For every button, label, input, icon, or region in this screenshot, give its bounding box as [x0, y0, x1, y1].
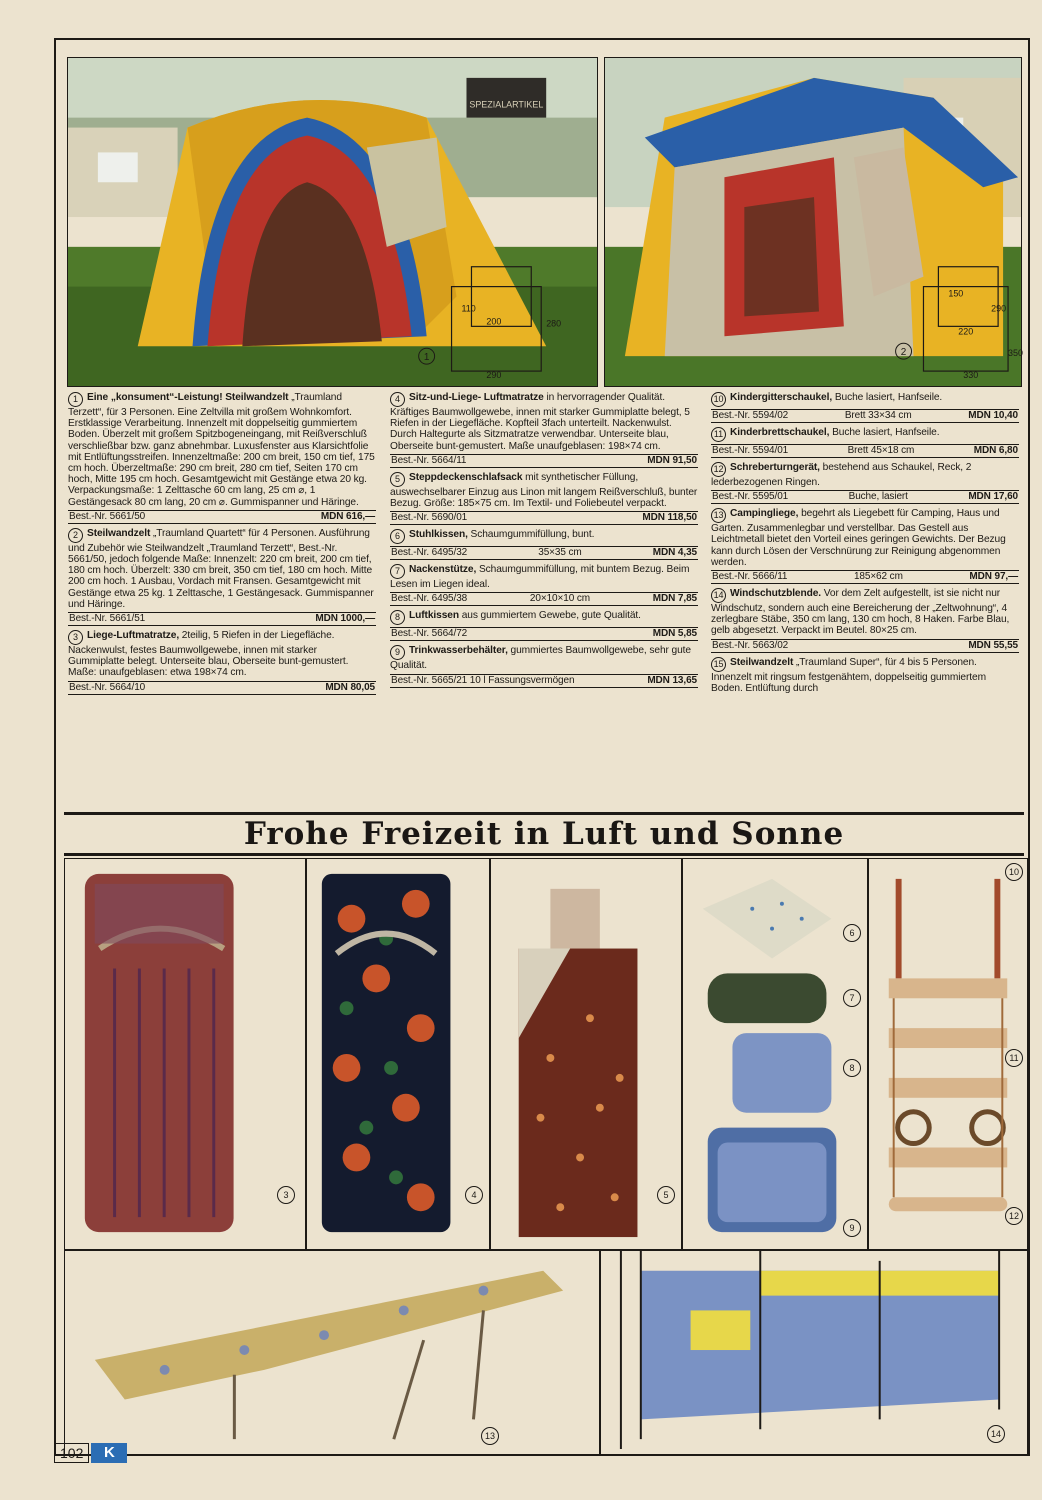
item-title: Liege-Luftmatratze,: [87, 630, 180, 642]
price-line: [711, 639, 1019, 653]
item-size: 35×35 cm: [538, 547, 582, 559]
item-number: 4: [390, 392, 405, 407]
cell-number-14: 14: [987, 1425, 1005, 1443]
order-number: Best.-Nr. 5666/11: [712, 571, 788, 583]
order-number: Best.-Nr. 6495/32: [391, 547, 468, 559]
product-item: [711, 508, 1019, 584]
photo1-number: 1: [423, 352, 430, 364]
item-description: mit synthetischer Füllung, auswechselbarer Einzug aus Linon mit langem Reißverschluß, bunter Bezug. Größe: 185×75 cm. Im Textil- und Foliebeutel verpackt.: [390, 471, 698, 510]
order-number: Best.-Nr. 5690/01: [391, 512, 468, 524]
cell-number-5: 5: [657, 1186, 675, 1204]
item-title: Campingliege,: [730, 508, 799, 520]
product-item: [711, 657, 1019, 694]
product-item: [711, 427, 1019, 458]
item-number: 3: [68, 630, 83, 645]
cell-number-4: 4: [465, 1186, 483, 1204]
cell-number-3: 3: [277, 1186, 295, 1204]
windscreen-14-image: [600, 1250, 1028, 1456]
air-mattress-3-image: [64, 858, 306, 1250]
order-number: Best.-Nr. 5664/10: [69, 681, 146, 693]
item-description: Buche lasiert, Hanfseile.: [834, 392, 943, 403]
item-title: Luftkissen: [409, 610, 459, 622]
item-description: „Traumland Quartett“ für 4 Personen. Ausführung und Zubehör wie Steilwandzelt „Traumland Terzett“, Best.-Nr. 5661/50, jedoch folgende Maße: Innenzelt: 220 cm breit, 200 cm tief, 180 cm hoch. Überzelt: 330 cm breit, 350 cm tief, 180 cm hoch. Mitte 200 cm hoch. 1 Ausbau, Vordach mit Fransen. Gesamtgewicht mit Gestänge etwa 25 kg. 1 Zelttasche, 1 Gestängesack. Gummispanner und Häringe.: [68, 527, 374, 610]
konsument-logo: K: [91, 1443, 127, 1463]
item-description: Vor dem Zelt aufgestellt, ist sie nicht nur Windschutz, sondern auch eine Bereicherung der „Zeltwohnung“, 4 zerlegbare Stäbe, 350 cm lang, 130 cm hoch, 8 Haken. Farbe Blau, gelb abgesetzt. Verpackt im Beutel. 80×25 cm.: [711, 588, 1010, 637]
item-number: 9: [390, 645, 405, 660]
item-description: in hervorragender Qualität. Kräftiges Baumwollgewebe, innen mit starker Gummiplatte belegt, 5 Riefen in der Liegefläche. Kopfteil 3fach unterteilt. Nackenwulst. Durch Haltegurte als Sitzmatratze verwendbar. Unterseite blau, Oberseite bunt-gemustert. Maße unaufgeblasen: 198×74 cm.: [390, 392, 690, 452]
column-3: [711, 392, 1019, 790]
product-text: [711, 392, 1019, 407]
item-description: „Traumland Super“, für 4 bis 5 Personen. Innenzelt mit ringsum festgenähtem, doppelseitig gummiertem Boden. Entlüftung durch: [711, 656, 986, 694]
product-item: [390, 392, 698, 468]
product-text: [711, 588, 1019, 637]
cell-number-7: 7: [843, 989, 861, 1007]
item-description: begehrt als Liegebett für Camping, Haus und Garten. Zusammenlegbar und verstellbar. Das Gestell aus Leichtmetall bietet den Vorteil eines geringen Gewichts. Der Bezug kann durch Lösen der Verschnürung zur Reinigung abgenommen werden.: [711, 508, 1006, 568]
item-number: 12: [711, 462, 726, 477]
price-line: [68, 681, 376, 695]
item-price: MDN 1000,—: [315, 613, 375, 625]
product-item: [711, 462, 1019, 504]
product-text: [390, 564, 698, 590]
column-1: [68, 392, 376, 790]
price-line: [390, 546, 698, 560]
price-line: [390, 454, 698, 468]
item-title: Steppdeckenschlafsack: [409, 471, 523, 483]
dim-200: 200: [486, 316, 502, 327]
item-number: 6: [390, 529, 405, 544]
dim-290b: 290: [991, 303, 1007, 314]
product-item: [390, 645, 698, 687]
item-size: Buche, lasiert: [848, 491, 908, 503]
item-title: Kindergitterschaukel,: [730, 392, 833, 403]
item-number: 5: [390, 472, 405, 487]
item-description: gummiertes Baumwollgewebe, sehr gute Qualität.: [390, 645, 691, 672]
price-line: [390, 674, 698, 688]
banner-title: Frohe Freizeit in Luft und Sonne: [64, 812, 1024, 856]
item-price: MDN 5,85: [652, 628, 697, 640]
item-number: 1: [68, 392, 83, 407]
item-price: MDN 80,05: [325, 681, 375, 693]
page-footer: [54, 1440, 127, 1466]
order-number: Best.-Nr. 6495/38: [391, 593, 468, 605]
camping-cot-13-image: [64, 1250, 600, 1456]
item-number: 14: [711, 588, 726, 603]
dim-110: 110: [461, 303, 476, 314]
item-title: Steilwandzelt: [87, 527, 151, 539]
price-line: [711, 444, 1019, 458]
item-price: MDN 7,85: [652, 593, 697, 605]
item-number: 10: [711, 392, 726, 407]
product-text: [711, 508, 1019, 568]
air-mattress-4-image: [306, 858, 490, 1250]
cell-number-6: 6: [843, 924, 861, 942]
item-price: MDN 616,—: [320, 510, 375, 522]
product-item: [68, 392, 376, 524]
dim-220: 220: [958, 326, 974, 337]
item-price: MDN 10,40: [968, 410, 1018, 421]
product-text: [390, 610, 698, 625]
item-price: MDN 13,65: [647, 674, 697, 686]
product-text: [711, 657, 1019, 694]
swings-10-12-image: [868, 858, 1028, 1250]
price-line: [68, 510, 376, 524]
price-line: [390, 627, 698, 641]
item-title: Kinderbrettschaukel,: [730, 427, 830, 438]
order-number: Best.-Nr. 5595/01: [712, 491, 789, 503]
product-image-grid: [56, 858, 1028, 1456]
catalog-page: [54, 38, 1030, 1456]
item-number: 11: [711, 427, 726, 442]
product-item: [390, 564, 698, 606]
item-title: Windschutzblende.: [730, 588, 822, 600]
product-item: [390, 529, 698, 560]
cell-number-8: 8: [843, 1059, 861, 1077]
cell-number-12: 12: [1005, 1207, 1023, 1225]
item-number: 8: [390, 610, 405, 625]
item-size: Brett 45×18 cm: [847, 445, 915, 456]
item-title: Nackenstütze,: [409, 564, 477, 576]
order-number: Best.-Nr. 5594/02: [712, 410, 789, 421]
order-number: Best.-Nr. 5665/21 10 l Fassungsvermögen: [391, 674, 575, 686]
product-text: [390, 529, 698, 544]
dim-350: 350: [1008, 348, 1023, 359]
item-description: Buche lasiert, Hanfseile.: [832, 427, 940, 438]
product-text: [390, 472, 698, 509]
item-description: Schaumgummifüllung, mit buntem Bezug. Beim Lesen im Liegen ideal.: [390, 564, 690, 591]
item-number: 2: [68, 528, 83, 543]
column-2: [390, 392, 698, 790]
item-number: 13: [711, 508, 726, 523]
item-title: Trinkwasserbehälter,: [409, 645, 508, 657]
product-text: [68, 528, 376, 610]
page-number: 102: [54, 1443, 89, 1463]
dim-150: 150: [948, 288, 964, 299]
product-descriptions: [68, 392, 1022, 790]
item-description: Schaumgummifüllung, bunt.: [470, 529, 595, 541]
item-size: 20×10×10 cm: [529, 593, 590, 605]
product-text: [711, 462, 1019, 488]
item-size: Brett 33×34 cm: [844, 410, 912, 421]
product-text: [68, 392, 376, 508]
photo2-number: 2: [900, 347, 907, 359]
item-title: Steilwandzelt: [730, 656, 794, 668]
item-price: MDN 4,35: [652, 547, 697, 559]
order-number: Best.-Nr. 5594/01: [712, 445, 789, 456]
price-line: [390, 592, 698, 606]
price-line: [711, 409, 1019, 423]
price-line: [711, 570, 1019, 584]
order-number: Best.-Nr. 5664/11: [391, 454, 467, 466]
dim-330: 330: [963, 370, 979, 381]
sleeping-bag-5-image: [490, 858, 682, 1250]
order-number: Best.-Nr. 5661/51: [69, 613, 146, 625]
tent-quartett-photo: [604, 57, 1022, 387]
price-line: [390, 511, 698, 525]
dim-290: 290: [486, 370, 502, 381]
item-title: Stuhlkissen,: [409, 529, 468, 541]
product-text: [711, 427, 1019, 442]
item-description: bestehend aus Schaukel, Reck, 2 lederbezogenen Ringen.: [711, 462, 972, 488]
product-item: [711, 588, 1019, 653]
item-price: MDN 17,60: [968, 491, 1018, 503]
item-price: MDN 6,80: [973, 445, 1018, 456]
item-title: Sitz-und-Liege- Luftmatratze: [409, 392, 544, 403]
spezialartikel-sign: SPEZIALARTIKEL: [469, 99, 544, 110]
price-line: [711, 490, 1019, 504]
product-item: [390, 610, 698, 641]
item-price: MDN 91,50: [647, 454, 697, 466]
cell-number-9: 9: [843, 1219, 861, 1237]
tent-terzett-photo: [67, 57, 598, 387]
dim-280: 280: [546, 318, 562, 329]
item-price: MDN 97,—: [969, 571, 1018, 583]
item-description: „Traumland Terzett“, für 3 Personen. Eine Zeltvilla mit großem Wohnkomfort. Erstklassige Verarbeitung. Innenzelt mit doppelseitig gummiertem Boden. Überzelt mit großem Spitzbogeneingang, mit Reißverschluß verschließbar bzw. ganz abnehmbar. Luxusfenster aus Klarsichtfolie mit Entlüftungsstreifen. Innenzeltmaße: 200 cm breit, 150 cm tief, 175 cm hoch. Überzeltmaße: 290 cm breit, 280 cm tief, Seiten 170 cm hoch, Mitte 195 cm hoch. Gesamtgewicht mit Gestänge etwa 20 kg. Verpackungsmaße: 1 Zelttasche 60 cm lang, 25 cm ⌀, 1 Gestängesack 80 cm lang, 20 cm ⌀. Gummispanner und Häringe.: [68, 392, 375, 508]
product-text: [68, 630, 376, 679]
product-item: [390, 472, 698, 525]
product-item: [68, 630, 376, 695]
product-item: [711, 392, 1019, 423]
cell-number-11: 11: [1005, 1049, 1023, 1067]
product-item: [68, 528, 376, 626]
price-line: [68, 612, 376, 626]
item-number: 7: [390, 564, 405, 579]
item-price: MDN 55,55: [968, 639, 1018, 651]
item-title: Eine „konsument“-Leistung! Steilwandzelt: [87, 392, 289, 403]
product-text: [390, 392, 698, 452]
order-number: Best.-Nr. 5663/02: [712, 639, 789, 651]
item-title: Schreberturngerät,: [730, 462, 820, 473]
cell-number-13: 13: [481, 1427, 499, 1445]
cushions-6-9-image: [682, 858, 868, 1250]
item-number: 15: [711, 657, 726, 672]
product-text: [390, 645, 698, 671]
item-description: 2teilig, 5 Riefen in der Liegefläche. Nackenwulst, festes Baumwollgewebe, innen mit starker Gummiplatte belegt. Unterseite blau, Oberseite bunt-gemustert. Maße: unaufgeblasen: etwa 198×74 cm.: [68, 630, 349, 679]
cell-number-10: 10: [1005, 863, 1023, 881]
item-size: 185×62 cm: [853, 571, 903, 583]
item-price: MDN 118,50: [642, 512, 697, 524]
item-description: aus gummiertem Gewebe, gute Qualität.: [461, 610, 641, 622]
order-number: Best.-Nr. 5664/72: [391, 628, 468, 640]
order-number: Best.-Nr. 5661/50: [69, 510, 146, 522]
